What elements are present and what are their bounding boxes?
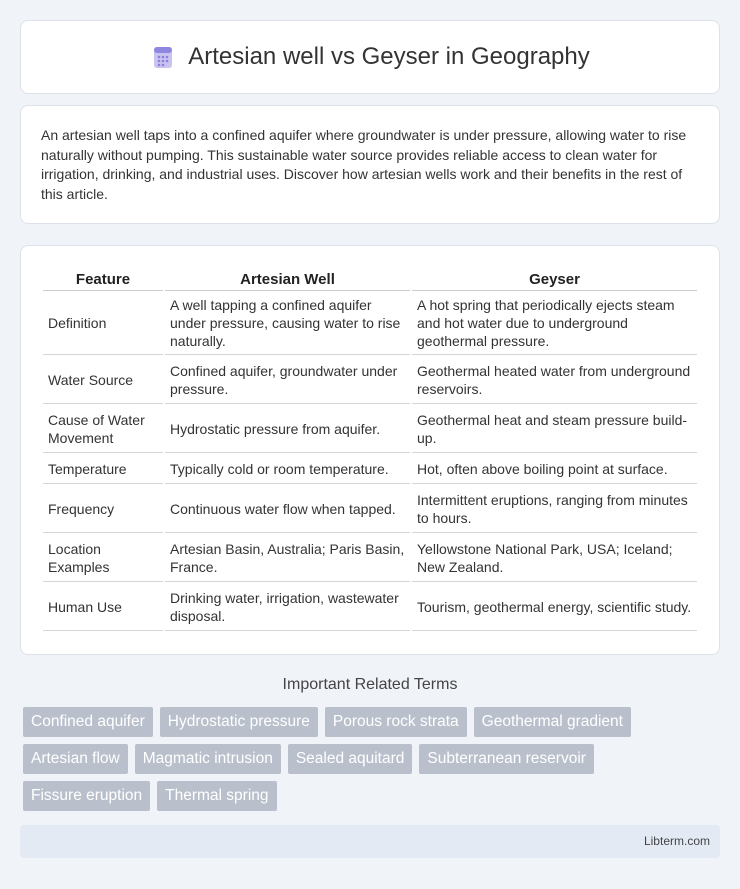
title-card bbox=[20, 20, 720, 94]
row-feature: Frequency bbox=[43, 486, 163, 533]
tag-artesian-flow[interactable]: Artesian flow bbox=[23, 744, 128, 774]
row-feature: Cause of Water Movement bbox=[43, 406, 163, 453]
footer bbox=[20, 825, 720, 858]
row-geyser: Geothermal heat and steam pressure build-up. bbox=[412, 406, 697, 453]
related-terms-tags bbox=[23, 707, 723, 818]
row-artesian: Continuous water flow when tapped. bbox=[165, 486, 410, 533]
row-geyser: Intermittent eruptions, ranging from minutes to hours. bbox=[412, 486, 697, 533]
intro-card bbox=[20, 105, 720, 224]
table-row bbox=[43, 455, 697, 484]
comparison-table bbox=[41, 266, 699, 633]
row-feature: Temperature bbox=[43, 455, 163, 484]
row-geyser: Hot, often above boiling point at surface. bbox=[412, 455, 697, 484]
tag-fissure-eruption[interactable]: Fissure eruption bbox=[23, 781, 150, 811]
tag-magmatic-intrusion[interactable]: Magmatic intrusion bbox=[135, 744, 281, 774]
related-terms-title: Important Related Terms bbox=[282, 676, 458, 693]
tag-sealed-aquitard[interactable]: Sealed aquitard bbox=[288, 744, 413, 774]
table-row bbox=[43, 293, 697, 355]
row-artesian: Confined aquifer, groundwater under pressure. bbox=[165, 357, 410, 404]
row-geyser: Geothermal heated water from underground reservoirs. bbox=[412, 357, 697, 404]
tag-confined-aquifer[interactable]: Confined aquifer bbox=[23, 707, 153, 737]
tag-subterranean-reservoir[interactable]: Subterranean reservoir bbox=[419, 744, 594, 774]
comparison-card bbox=[20, 245, 720, 655]
row-artesian: Hydrostatic pressure from aquifer. bbox=[165, 406, 410, 453]
document-icon bbox=[150, 44, 176, 70]
table-header-row bbox=[43, 268, 697, 291]
row-feature: Location Examples bbox=[43, 535, 163, 582]
row-artesian: A well tapping a confined aquifer under pressure, causing water to rise naturally. bbox=[165, 293, 410, 355]
tag-thermal-spring[interactable]: Thermal spring bbox=[157, 781, 276, 811]
row-feature: Water Source bbox=[43, 357, 163, 404]
intro-text: An artesian well taps into a confined aquifer where groundwater is under pressure, allowing water to rise naturally without pumping. This sustainable water source provides reliable access to clean water for irrigation, drinking, and industrial uses. Discover how artesian wells work and their benefits in the rest of this article. bbox=[41, 127, 687, 202]
row-feature: Human Use bbox=[43, 584, 163, 631]
header-geyser: Geyser bbox=[412, 268, 697, 291]
row-geyser: A hot spring that periodically ejects steam and hot water due to underground geothermal pressure. bbox=[412, 293, 697, 355]
table-row bbox=[43, 486, 697, 533]
row-feature: Definition bbox=[43, 293, 163, 355]
table-row bbox=[43, 357, 697, 404]
footer-site-link[interactable]: Libterm.com bbox=[643, 834, 710, 848]
header-artesian-well: Artesian Well bbox=[165, 268, 410, 291]
table-row bbox=[43, 584, 697, 631]
row-geyser: Tourism, geothermal energy, scientific study. bbox=[412, 584, 697, 631]
table-row bbox=[43, 406, 697, 453]
row-geyser: Yellowstone National Park, USA; Iceland; New Zealand. bbox=[412, 535, 697, 582]
tag-hydrostatic-pressure[interactable]: Hydrostatic pressure bbox=[160, 707, 318, 737]
row-artesian: Drinking water, irrigation, wastewater disposal. bbox=[165, 584, 410, 631]
page-title: Artesian well vs Geyser in Geography bbox=[188, 43, 590, 70]
header-feature: Feature bbox=[43, 268, 163, 291]
tag-geothermal-gradient[interactable]: Geothermal gradient bbox=[474, 707, 631, 737]
row-artesian: Artesian Basin, Australia; Paris Basin, France. bbox=[165, 535, 410, 582]
row-artesian: Typically cold or room temperature. bbox=[165, 455, 410, 484]
table-row bbox=[43, 535, 697, 582]
tag-porous-rock-strata[interactable]: Porous rock strata bbox=[325, 707, 467, 737]
